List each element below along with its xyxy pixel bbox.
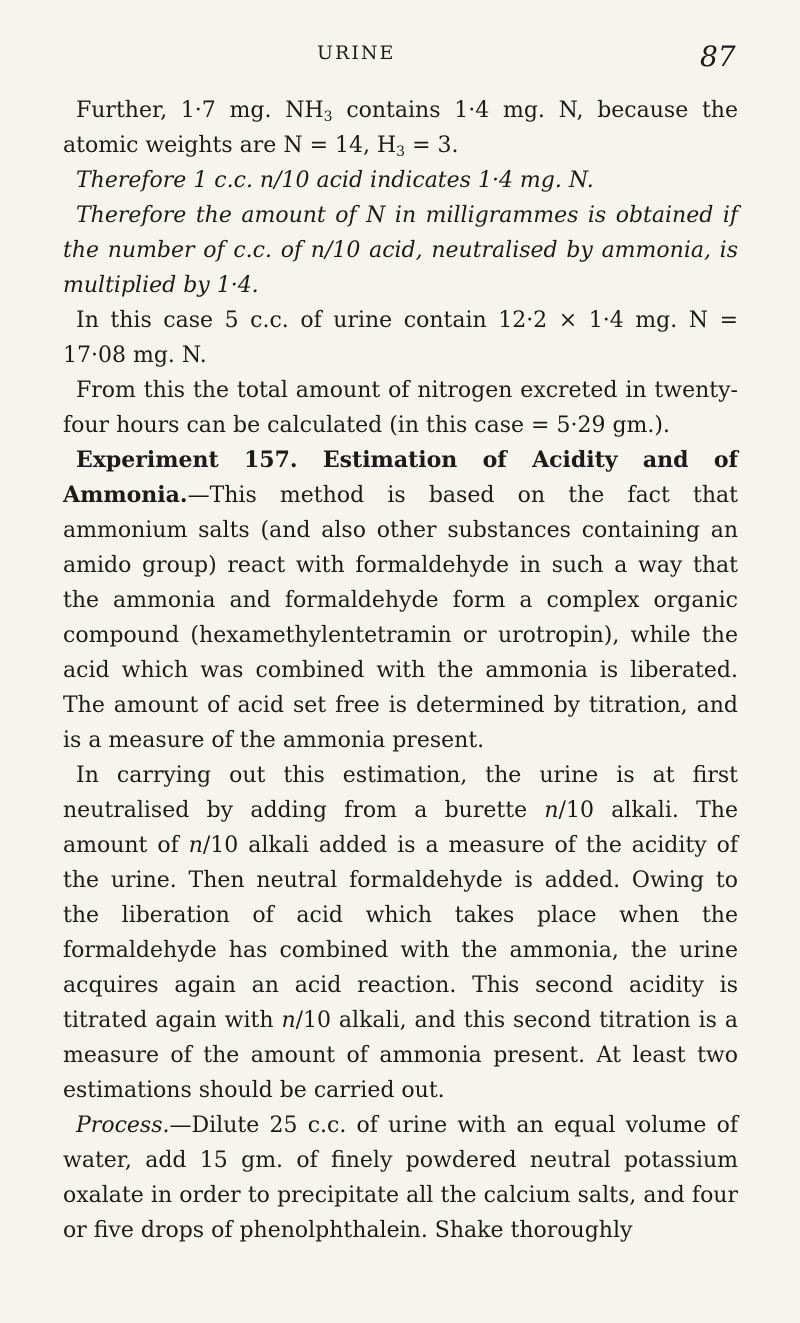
text-run: /10 alkali, and this second titration is a measure of the amount of ammonia present. At least two estimations should be carried out. bbox=[63, 1008, 738, 1103]
paragraph-experiment bbox=[63, 443, 738, 758]
subscript: 3 bbox=[323, 109, 333, 125]
experiment-heading: Experiment 157. Estimation of Acidity and of Ammonia. bbox=[63, 447, 738, 508]
text-run: contains 1·4 mg. N, because the atomic weights are N = 14, H bbox=[63, 98, 738, 158]
process-label: Process. bbox=[76, 1113, 170, 1138]
paragraph-therefore-amount: Therefore the amount of N in milligrammes is obtained if the number of c.c. of n/10 acid, neutralised by ammonia, is multiplied by 1·4. bbox=[63, 203, 738, 298]
italic-n: n bbox=[188, 833, 203, 858]
paragraph-this-case: In this case 5 c.c. of urine contain 12·2 × 1·4 mg. N = 17·08 mg. N. bbox=[63, 308, 738, 368]
page-header bbox=[0, 42, 800, 76]
text-run: Further, 1·7 mg. NH bbox=[76, 98, 324, 123]
page-body bbox=[63, 93, 738, 1248]
process-text: —Dilute 25 c.c. of urine with an equal volume of water, add 15 gm. of finely powdered neutral potassium oxalate in order to precipitate all the calcium salts, and four or five drops of phenolphthalein. Shake thoroughly bbox=[63, 1113, 738, 1243]
experiment-text: —This method is based on the fact that ammonium salts (and also other substances containing an amido group) react with formaldehyde in such a way that the ammonia and formaldehyde form a complex organic compound (hexamethylentetramin or urotropin), while the acid which was combined with the ammonia is liberated. The amount of acid set free is determined by titration, and is a measure of the ammonia present. bbox=[63, 483, 738, 753]
text-run: /10 alkali added is a measure of the acidity of the urine. Then neutral formaldehyde is added. Owing to the liberation of acid which takes place when the formaldehyde has combined with the ammonia, the urine acquires again an acid reaction. This second acidity is titrated again with bbox=[63, 833, 738, 1033]
subscript: 3 bbox=[396, 144, 406, 160]
paragraph-atomic-weights bbox=[63, 93, 738, 163]
page-number: 87 bbox=[700, 40, 736, 73]
paragraph-process bbox=[63, 1108, 738, 1248]
running-head: URINE bbox=[317, 42, 396, 64]
paragraph-total-nitrogen: From this the total amount of nitrogen excreted in twenty-four hours can be calculated (in this case = 5·29 gm.). bbox=[63, 378, 738, 438]
italic-n: n bbox=[281, 1008, 296, 1033]
text-run: In carrying out this estimation, the urine is at first neutralised by adding from a burette bbox=[63, 763, 738, 823]
italic-n: n bbox=[544, 798, 559, 823]
paragraph-therefore-acid: Therefore 1 c.c. n/10 acid indicates 1·4 mg. N. bbox=[76, 168, 594, 193]
paragraph-carrying-out bbox=[63, 758, 738, 1108]
text-run: /10 alkali. The amount of bbox=[63, 798, 738, 858]
text-run: = 3. bbox=[405, 133, 459, 158]
